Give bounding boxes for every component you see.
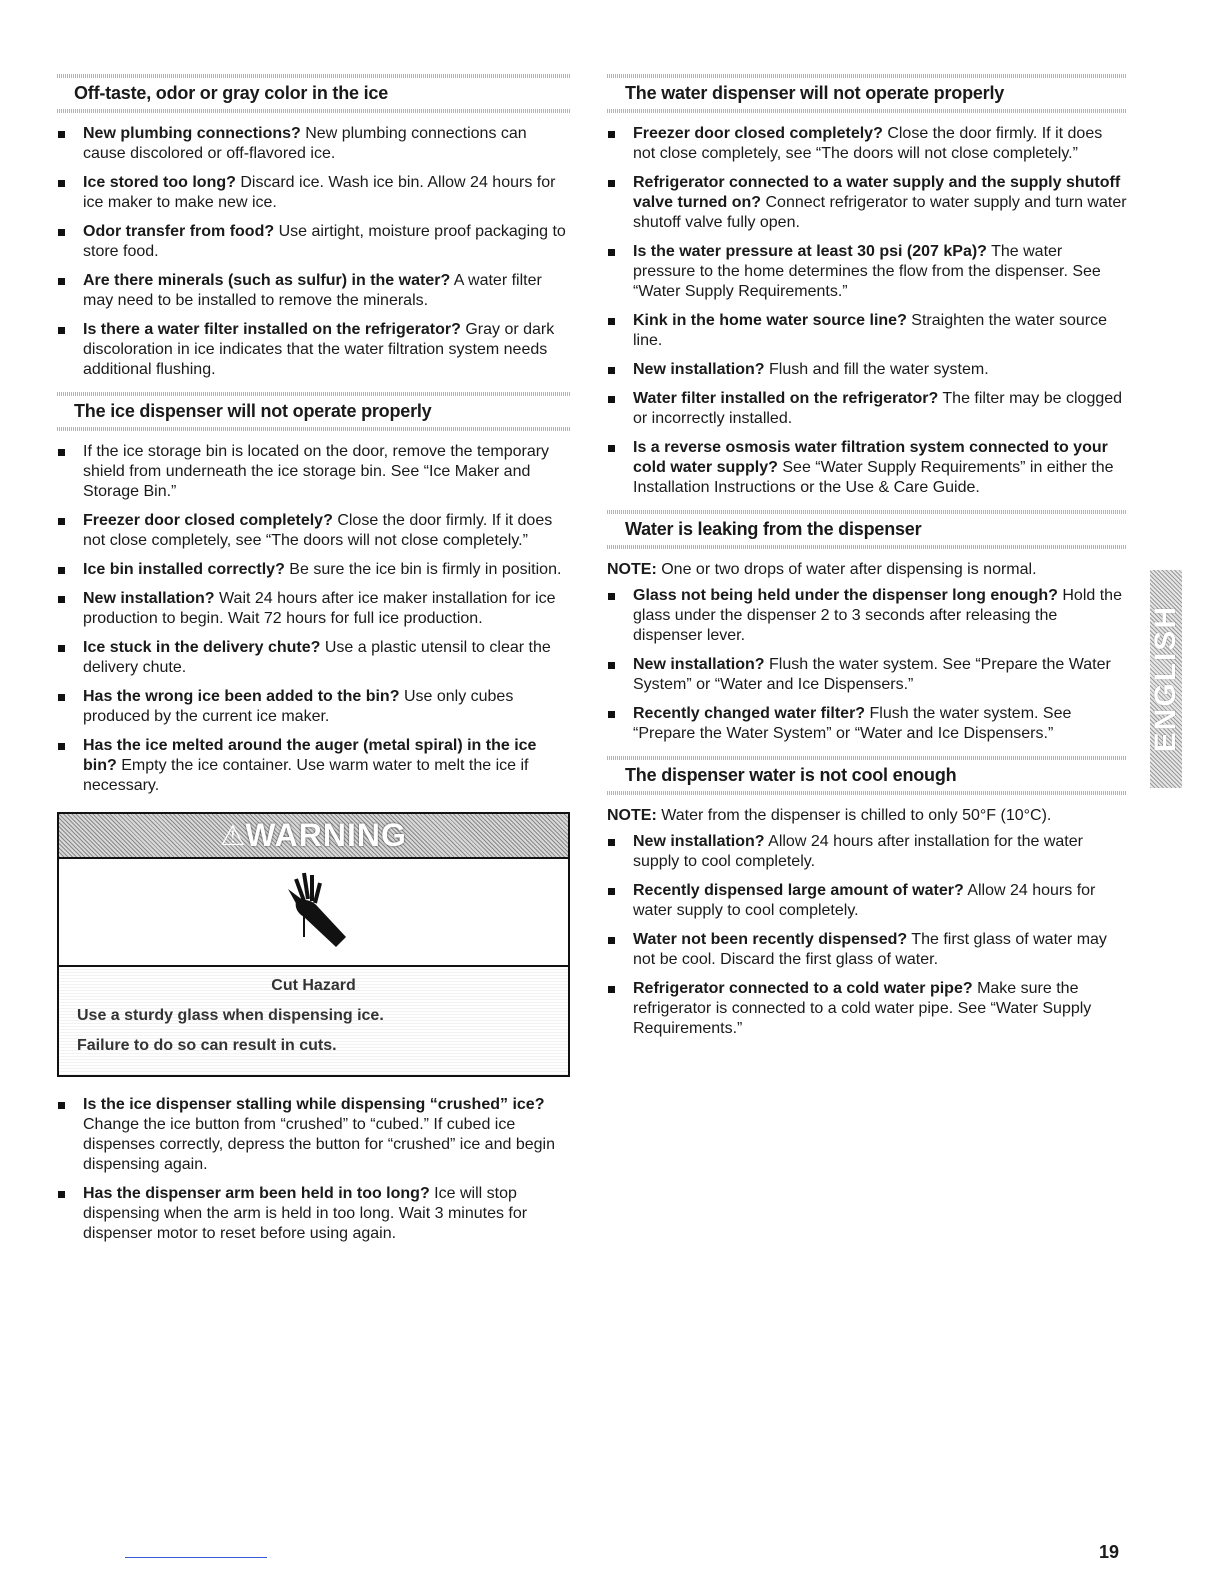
item-question: Has the dispenser arm been held in too long? <box>83 1185 430 1202</box>
item-question: New installation? <box>633 833 765 850</box>
item-answer: Flush and fill the water system. <box>769 361 989 378</box>
list-item <box>57 442 570 502</box>
list-item <box>607 311 1127 351</box>
section-ice-dispenser <box>57 392 570 796</box>
list-item <box>57 736 570 796</box>
item-question: Is the water pressure at least 30 psi (207 kPa)? <box>633 243 987 260</box>
item-list <box>607 832 1127 1039</box>
item-answer: Flush the water system. See “Prepare the Water System” or “Water and Ice Dispensers.” <box>633 705 1072 742</box>
item-answer: Be sure the ice bin is firmly in position. <box>289 561 562 578</box>
list-item <box>607 979 1127 1039</box>
warning-hazard-title: Cut Hazard <box>271 977 356 994</box>
item-list <box>607 586 1127 744</box>
list-item <box>57 271 570 311</box>
item-answer: Use only cubes produced by the current ice maker. <box>83 688 514 725</box>
item-answer: Allow 24 hours for water supply to cool completely. <box>633 882 1096 919</box>
list-item <box>57 638 570 678</box>
item-question: Is a reverse osmosis water filtration system connected to your cold water supply? <box>633 439 1108 476</box>
warning-pictogram <box>59 859 568 967</box>
note <box>607 560 1127 580</box>
item-answer: The filter may be clogged or incorrectly installed. <box>633 390 1123 427</box>
item-answer: Use a plastic utensil to clear the delivery chute. <box>83 639 551 676</box>
section-water-dispenser <box>607 74 1127 498</box>
item-answer: Straighten the water source line. <box>633 312 1107 349</box>
item-answer: Allow 24 hours after installation for the water supply to cool completely. <box>633 833 1083 870</box>
section-title: The water dispenser will not operate properly <box>625 83 1005 103</box>
list-item <box>607 586 1127 646</box>
list-item <box>607 930 1127 970</box>
section-header <box>607 756 1127 795</box>
item-question: Has the wrong ice been added to the bin? <box>83 688 400 705</box>
list-item <box>57 511 570 551</box>
list-item <box>607 360 1127 380</box>
item-answer: A water filter may need to be installed to remove the minerals. <box>83 272 542 309</box>
item-question: Is there a water filter installed on the refrigerator? <box>83 321 461 338</box>
section-title: The ice dispenser will not operate properly <box>74 401 432 421</box>
right-column <box>607 74 1127 1051</box>
item-list <box>607 124 1127 498</box>
list-item <box>607 881 1127 921</box>
section-title: The dispenser water is not cool enough <box>625 765 957 785</box>
item-answer: Discard ice. Wash ice bin. Allow 24 hours for ice maker to make new ice. <box>83 174 556 211</box>
language-tab-label: ENGLISH <box>1149 605 1182 753</box>
list-item <box>57 687 570 727</box>
item-answer: Empty the ice container. Use warm water to melt the ice if necessary. <box>83 757 529 794</box>
section-header <box>607 74 1127 113</box>
item-question: New installation? <box>633 361 765 378</box>
item-answer: Close the door firmly. If it does not close completely, see “The doors will not close completely.” <box>633 125 1103 162</box>
warning-line: Use a sturdy glass when dispensing ice. <box>77 1007 384 1024</box>
note-label: NOTE: <box>607 561 657 578</box>
section-title: Water is leaking from the dispenser <box>625 519 922 539</box>
item-question: Odor transfer from food? <box>83 223 275 240</box>
item-question: Ice stuck in the delivery chute? <box>83 639 321 656</box>
item-question: New installation? <box>83 590 215 607</box>
list-item <box>607 832 1127 872</box>
item-question: Glass not being held under the dispenser long enough? <box>633 587 1058 604</box>
item-question: Kink in the home water source line? <box>633 312 907 329</box>
item-question: New installation? <box>633 656 765 673</box>
item-question: Are there minerals (such as sulfur) in the water? <box>83 272 451 289</box>
item-question: Recently changed water filter? <box>633 705 866 722</box>
list-item <box>607 173 1127 233</box>
item-answer: The water pressure to the home determines the flow from the dispenser. See “Water Supply Requirements.” <box>633 243 1101 300</box>
item-question: Freezer door closed completely? <box>83 512 333 529</box>
item-answer: The first glass of water may not be cool. Discard the first glass of water. <box>633 931 1107 968</box>
section-title: Off-taste, odor or gray color in the ice <box>74 83 389 103</box>
item-answer: Close the door firmly. If it does not close completely, see “The doors will not close completely.” <box>83 512 553 549</box>
list-item <box>57 320 570 380</box>
footer-rule <box>125 1557 267 1558</box>
list-item <box>607 124 1127 164</box>
list-item <box>57 1184 570 1244</box>
list-item <box>607 704 1127 744</box>
section-water-not-cool <box>607 756 1127 1039</box>
list-item <box>607 242 1127 302</box>
item-question: Ice stored too long? <box>83 174 236 191</box>
list-item <box>57 589 570 629</box>
warning-banner <box>59 814 568 859</box>
warning-message <box>59 967 568 1075</box>
list-item <box>607 655 1127 695</box>
warning-triangle-icon: ⚠ <box>220 820 246 851</box>
item-answer: Make sure the refrigerator is connected to a cold water pipe. See “Water Supply Requirements.” <box>633 980 1092 1037</box>
item-answer: Change the ice button from “crushed” to “cubed.” If cubed ice dispenses correctly, depress the button for “crushed” ice and begin dispensing again. <box>83 1116 555 1173</box>
item-question: Recently dispensed large amount of water? <box>633 882 964 899</box>
section-ice-taste <box>57 74 570 380</box>
item-question: Water not been recently dispensed? <box>633 931 908 948</box>
item-answer: Hold the glass under the dispenser 2 to 3 seconds after releasing the dispenser lever. <box>633 587 1122 644</box>
language-side-tab <box>1150 570 1182 788</box>
page-number: 19 <box>1099 1542 1120 1562</box>
section-header <box>57 74 570 113</box>
warning-box <box>57 812 570 1077</box>
item-answer: New plumbing connections can cause discolored or off-flavored ice. <box>83 125 527 162</box>
left-column <box>57 74 570 1253</box>
list-item <box>607 438 1127 498</box>
item-list <box>57 442 570 796</box>
item-answer: Wait 24 hours after ice maker installation for ice production to begin. Wait 72 hours for full ice production. <box>83 590 556 627</box>
cut-hazard-icon <box>274 867 354 957</box>
list-item <box>57 222 570 262</box>
item-answer: Gray or dark discoloration in ice indicates that the water filtration system needs additional flushing. <box>83 321 555 378</box>
list-item <box>607 389 1127 429</box>
section-water-leaking <box>607 510 1127 744</box>
note-label: NOTE: <box>607 807 657 824</box>
section-header <box>607 510 1127 549</box>
warning-signal-word: WARNING <box>245 817 407 853</box>
item-answer: If the ice storage bin is located on the door, remove the temporary shield from underneath the ice storage bin. See “Ice Maker and Storage Bin.” <box>83 443 550 500</box>
note-text: One or two drops of water after dispensing is normal. <box>661 561 1037 578</box>
warning-line: Failure to do so can result in cuts. <box>77 1037 337 1054</box>
item-answer: Ice will stop dispensing when the arm is held in too long. Wait 3 minutes for dispenser motor to reset before using again. <box>83 1185 528 1242</box>
list-item <box>57 1095 570 1175</box>
item-list <box>57 1095 570 1244</box>
item-question: Refrigerator connected to a cold water pipe? <box>633 980 973 997</box>
item-question: Has the ice melted around the auger (metal spiral) in the ice bin? <box>83 737 537 774</box>
item-question: Is the ice dispenser stalling while dispensing “crushed” ice? <box>83 1096 545 1113</box>
list-item <box>57 560 570 580</box>
note-text: Water from the dispenser is chilled to only 50°F (10°C). <box>661 807 1052 824</box>
section-header <box>57 392 570 431</box>
item-answer: Flush the water system. See “Prepare the Water System” or “Water and Ice Dispensers.” <box>633 656 1111 693</box>
item-list <box>57 124 570 380</box>
item-question: Water filter installed on the refrigerator? <box>633 390 939 407</box>
item-answer: Connect refrigerator to water supply and turn water shutoff valve fully open. <box>633 194 1127 231</box>
item-answer: Use airtight, moisture proof packaging to store food. <box>83 223 566 260</box>
list-item <box>57 124 570 164</box>
note <box>607 806 1127 826</box>
item-question: Freezer door closed completely? <box>633 125 883 142</box>
item-answer: See “Water Supply Requirements” in either the Installation Instructions or the Use & Care Guide. <box>633 459 1114 496</box>
item-question: New plumbing connections? <box>83 125 301 142</box>
list-item <box>57 173 570 213</box>
item-question: Ice bin installed correctly? <box>83 561 285 578</box>
item-question: Refrigerator connected to a water supply and the supply shutoff valve turned on? <box>633 174 1121 211</box>
